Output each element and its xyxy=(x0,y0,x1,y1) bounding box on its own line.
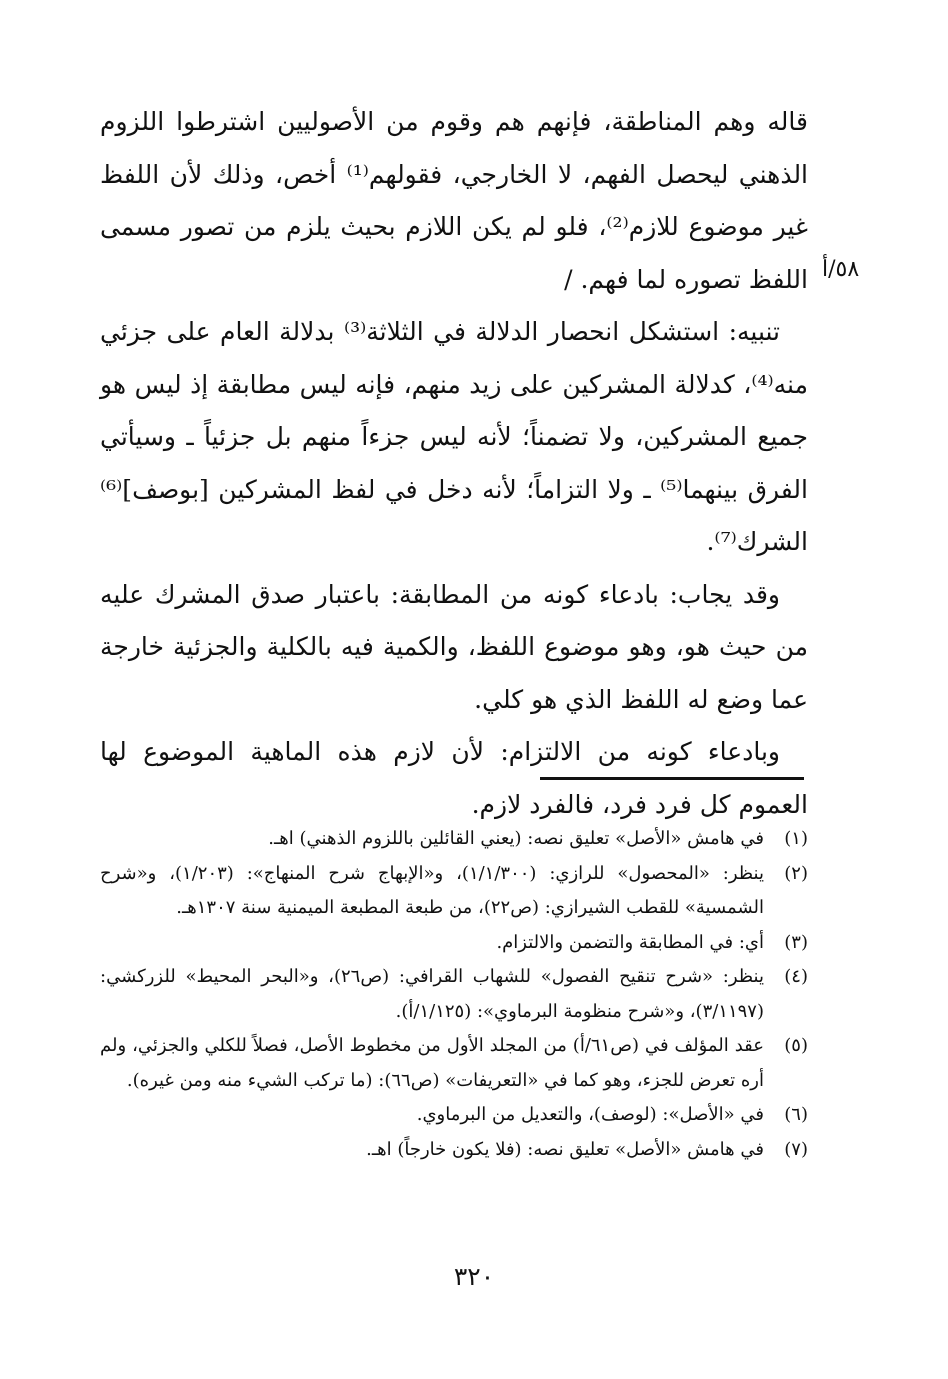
paragraph: وبادعاء كونه من الالتزام: لأن لازم هذه الماهية الموضوع لها العموم كل فرد فرد، فالفرد لازم. xyxy=(100,737,808,819)
footnote xyxy=(100,1098,808,1133)
footnote xyxy=(100,1133,808,1168)
footnote-number: (١) xyxy=(784,828,808,849)
footnote xyxy=(100,926,808,961)
manuscript-folio-marker: ٥٨/أ xyxy=(822,257,860,282)
footnote-number: (٦) xyxy=(784,1104,808,1125)
footnote xyxy=(100,822,808,857)
footnote-number: (٢) xyxy=(784,862,808,884)
footnote-text: ينظر: «شرح تنقيح الفصول» للشهاب القرافي: (ص٢٦)، و«البحر المحيط» للزركشي: (٣/١١٩٧)، و«شرح منظومة البرماوي»: (١/١٢٥/أ). xyxy=(100,966,764,1022)
page-number: ٣٢٠ xyxy=(453,1262,495,1291)
footnote-number: (٧) xyxy=(784,1138,808,1160)
footnote-text: في «الأصل»: (لوصف)، والتعديل من البرماوي. xyxy=(416,1104,764,1125)
footnote-text: ينظر: «المحصول» للرازي: (١/١/٣٠٠)، و«الإبهاج شرح المنهاج»: (١/٢٠٣)، و«شرح الشمسية» للقطب الشيرازي: (ص٢٢)، من طبعة المطبعة الميمنية سنة ١٣٠٧هـ. xyxy=(100,862,764,918)
footnote-number: (٣) xyxy=(784,931,808,953)
footnote-text: في هامش «الأصل» تعليق نصه: (يعني القائلين باللزوم الذهني) اهـ. xyxy=(268,828,764,849)
paragraph: وقد يجاب: بادعاء كونه من المطابقة: باعتبار صدق المشرك عليه من حيث هو، وهو موضوع اللفظ، والكمية فيه بالكلية والجزئية خارجة عما وضع له اللفظ الذي هو كلي. xyxy=(100,579,808,714)
footnote-separator xyxy=(540,777,804,780)
footnote xyxy=(100,960,808,1029)
footnote xyxy=(100,1029,808,1098)
footnote-text: أي: في المطابقة والتضمن والالتزام. xyxy=(496,931,764,953)
footnote-number: (٥) xyxy=(784,1035,808,1056)
footnotes xyxy=(100,822,808,1167)
paragraph: قاله وهم المناطقة، فإنهم هم وقوم من الأصوليين اشترطوا اللزوم الذهني ليحصل الفهم، لا الخارجي، فقولهم⁽¹⁾ أخص، وذلك لأن اللفظ غير موضوع للازم⁽²⁾، فلو لم يكن اللازم بحيث يلزم من تصور مسمى اللفظ تصوره لما فهم. / xyxy=(100,107,809,294)
footnote xyxy=(100,857,808,926)
footnote-number: (٤) xyxy=(784,966,808,987)
footnote-text: عقد المؤلف في (ص٦١/أ) من المجلد الأول من مخطوط الأصل، فصلاً للكلي والجزئي، ولم أره تعرض للجزء، وهو كما في «التعريفات» (ص٦٦): (ما تركب الشيء منه ومن غيره). xyxy=(100,1035,764,1091)
paragraph: تنبيه: استشكل انحصار الدلالة في الثلاثة⁽³⁾ بدلالة العام على جزئي منه⁽⁴⁾، كدلالة المشركين على زيد منهم، فإنه ليس مطابقة إذ ليس هو جميع المشركين، ولا تضمناً؛ لأنه ليس جزءاً منهم بل جزئياً ـ وسيأتي الفرق بينهما⁽⁵⁾ ـ ولا التزاماً؛ لأنه دخل في لفظ المشركين [بوصف]⁽⁶⁾ الشرك⁽⁷⁾. xyxy=(100,317,808,556)
footnote-text: في هامش «الأصل» تعليق نصه: (فلا يكون خارجاً) اهـ. xyxy=(366,1138,764,1160)
main-text xyxy=(100,96,808,831)
